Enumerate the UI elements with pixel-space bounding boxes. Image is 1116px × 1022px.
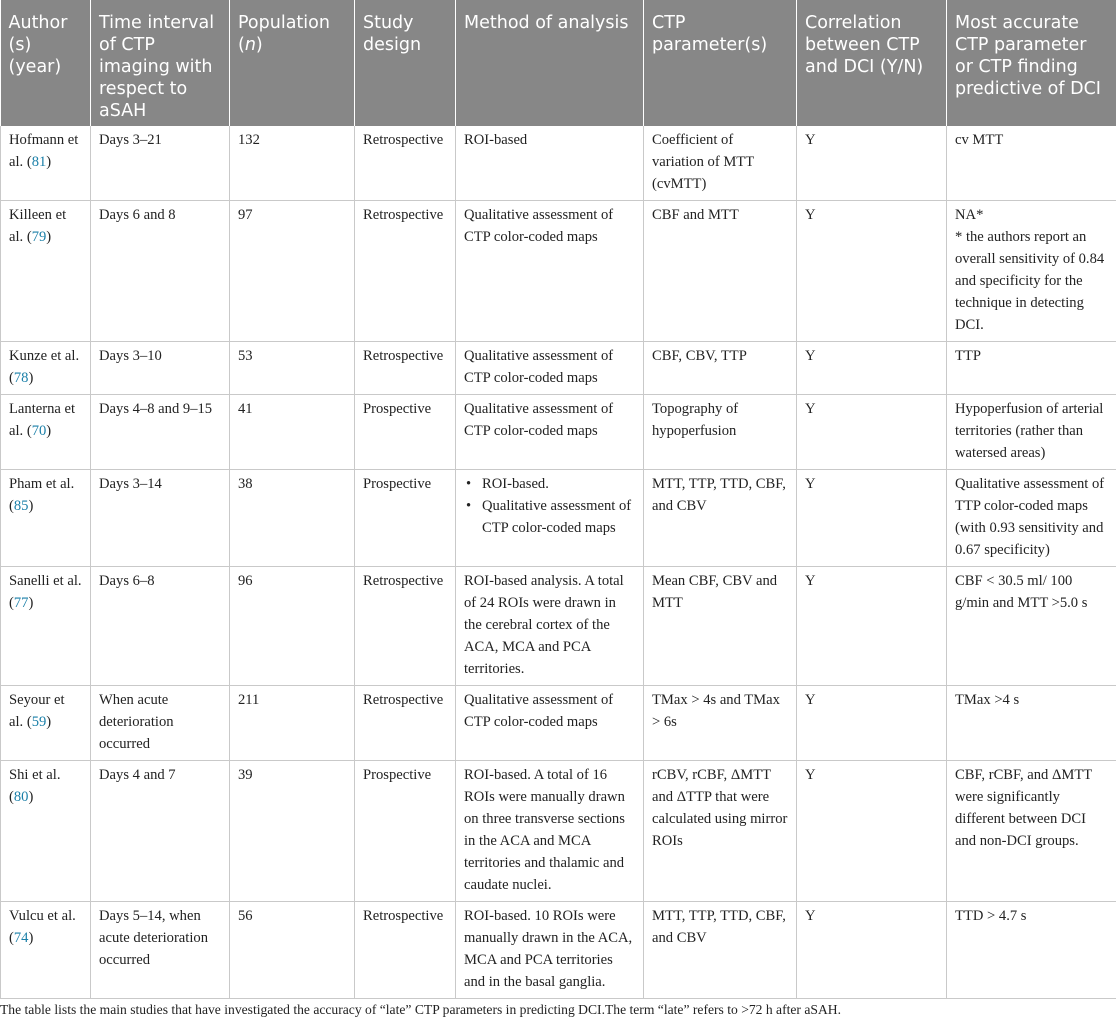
header-author: Author (s) (year) xyxy=(1,0,91,126)
method-list-item: • Qualitative assessment of CTP color-coded maps xyxy=(482,495,635,539)
cell-interval: Days 5–14, when acute deterioration occurred xyxy=(91,902,230,999)
cell-correlation: Y xyxy=(797,686,947,761)
cell-parameters: MTT, TTP, TTD, CBF, and CBV xyxy=(644,902,797,999)
reference-link: 74 xyxy=(13,930,29,946)
cell-design: Retrospective xyxy=(355,686,456,761)
table-row xyxy=(1,395,1116,470)
accurate-value: TTP xyxy=(955,348,981,364)
cell-population: 39 xyxy=(230,761,355,902)
cell-method: ROI-based xyxy=(456,126,644,201)
table-row xyxy=(1,902,1116,999)
method-list-item: • ROI-based. xyxy=(482,473,635,495)
header-method: Method of analysis xyxy=(456,0,644,126)
cell-population: 53 xyxy=(230,342,355,395)
cell-design: Prospective xyxy=(355,470,456,567)
reference-link: 81 xyxy=(31,154,47,170)
author-name: Seyour et al. xyxy=(9,692,65,730)
accurate-value: TMax >4 s xyxy=(955,692,1020,708)
author-name: Vulcu et al. xyxy=(9,908,76,924)
cell-population: 97 xyxy=(230,201,355,342)
cell-accurate xyxy=(947,902,1116,999)
cell-author: Lanterna et al. (70) xyxy=(1,395,91,470)
cell-author: Hofmann et al. (81) xyxy=(1,126,91,201)
reference-link: 77 xyxy=(13,595,29,611)
cell-accurate xyxy=(947,395,1116,470)
cell-method: Qualitative assessment of CTP color-coded maps xyxy=(456,686,644,761)
cell-method: ROI-based. 10 ROIs were manually drawn in the ACA, MCA and PCA territories and in the basal ganglia. xyxy=(456,902,644,999)
accurate-value: TTD > 4.7 s xyxy=(955,908,1027,924)
header-population-prefix: Population ( xyxy=(238,13,330,55)
cell-method: ROI-based. A total of 16 ROIs were manually drawn on three transverse sections in the ACA and MCA territories and thalamic and caudate nuclei. xyxy=(456,761,644,902)
author-name: Hofmann et al. xyxy=(9,132,79,170)
cell-parameters: Mean CBF, CBV and MTT xyxy=(644,567,797,686)
cell-method xyxy=(456,470,644,567)
cell-author: Shi et al. (80) xyxy=(1,761,91,902)
cell-correlation: Y xyxy=(797,126,947,201)
cell-population: 38 xyxy=(230,470,355,567)
author-name: Killeen et al. xyxy=(9,207,67,245)
reference-link: 85 xyxy=(13,498,29,514)
cell-design: Retrospective xyxy=(355,126,456,201)
cell-accurate xyxy=(947,686,1116,761)
cell-design: Retrospective xyxy=(355,342,456,395)
header-population-suffix: ) xyxy=(255,35,263,55)
cell-population: 132 xyxy=(230,126,355,201)
accurate-value: CBF, rCBF, and ΔMTT were significantly different between DCI and non-DCI groups. xyxy=(955,767,1092,849)
header-population-n: n xyxy=(244,35,256,55)
cell-accurate xyxy=(947,126,1116,201)
cell-author: Vulcu et al. (74) xyxy=(1,902,91,999)
accurate-note: * the authors report an overall sensitivity of 0.84 and specificity for the technique in detecting DCI. xyxy=(955,229,1105,333)
accurate-value: CBF < 30.5 ml/ 100 g/min and MTT >5.0 s xyxy=(955,573,1088,611)
reference-link: 78 xyxy=(13,370,29,386)
cell-population: 56 xyxy=(230,902,355,999)
cell-design: Prospective xyxy=(355,395,456,470)
header-accurate: Most accurate CTP parameter or CTP finding predictive of DCI xyxy=(947,0,1116,126)
cell-author: Pham et al. (85) xyxy=(1,470,91,567)
cell-parameters: rCBV, rCBF, ΔMTT and ΔTTP that were calculated using mirror ROIs xyxy=(644,761,797,902)
cell-correlation: Y xyxy=(797,470,947,567)
cell-population: 211 xyxy=(230,686,355,761)
table-row xyxy=(1,126,1116,201)
reference-link: 70 xyxy=(31,423,47,439)
reference-link: 59 xyxy=(31,714,47,730)
cell-correlation: Y xyxy=(797,567,947,686)
author-name: Sanelli et al. xyxy=(9,573,82,589)
header-interval: Time interval of CTP imaging with respect to aSAH xyxy=(91,0,230,126)
accurate-value: NA* xyxy=(955,207,984,223)
cell-design: Retrospective xyxy=(355,902,456,999)
cell-correlation: Y xyxy=(797,761,947,902)
author-name: Pham et al. xyxy=(9,476,75,492)
cell-interval: Days 4–8 and 9–15 xyxy=(91,395,230,470)
reference-link: 79 xyxy=(31,229,47,245)
cell-parameters: Topography of hypoperfusion xyxy=(644,395,797,470)
cell-accurate xyxy=(947,567,1116,686)
table-row xyxy=(1,567,1116,686)
cell-interval: Days 3–21 xyxy=(91,126,230,201)
header-parameters: CTP parameter(s) xyxy=(644,0,797,126)
cell-design: Retrospective xyxy=(355,567,456,686)
cell-method: ROI-based analysis. A total of 24 ROIs were drawn in the cerebral cortex of the ACA, MCA and PCA territories. xyxy=(456,567,644,686)
cell-correlation: Y xyxy=(797,902,947,999)
table-row xyxy=(1,342,1116,395)
cell-author: Seyour et al. (59) xyxy=(1,686,91,761)
table-footnote: The table lists the main studies that have investigated the accuracy of “late” CTP parameters in predicting DCI.The term “late” refers to >72 h after aSAH. xyxy=(0,1002,841,1017)
author-name: Kunze et al. xyxy=(9,348,80,364)
cell-design: Prospective xyxy=(355,761,456,902)
author-name: Lanterna et al. xyxy=(9,401,76,439)
cell-accurate xyxy=(947,342,1116,395)
table-row xyxy=(1,761,1116,902)
cell-interval: Days 3–14 xyxy=(91,470,230,567)
table-row xyxy=(1,686,1116,761)
cell-interval: When acute deterioration occurred xyxy=(91,686,230,761)
cell-accurate xyxy=(947,470,1116,567)
cell-interval: Days 4 and 7 xyxy=(91,761,230,902)
cell-design: Retrospective xyxy=(355,201,456,342)
cell-parameters: CBF, CBV, TTP xyxy=(644,342,797,395)
cell-correlation: Y xyxy=(797,395,947,470)
cell-author: Kunze et al. (78) xyxy=(1,342,91,395)
cell-parameters: TMax > 4s and TMax > 6s xyxy=(644,686,797,761)
cell-population: 96 xyxy=(230,567,355,686)
cell-author: Killeen et al. (79) xyxy=(1,201,91,342)
method-list xyxy=(464,473,635,539)
author-name: Shi et al. xyxy=(9,767,61,783)
cell-correlation: Y xyxy=(797,342,947,395)
cell-method: Qualitative assessment of CTP color-coded maps xyxy=(456,201,644,342)
header-correlation: Correlation between CTP and DCI (Y/N) xyxy=(797,0,947,126)
reference-link: 80 xyxy=(13,789,29,805)
cell-population: 41 xyxy=(230,395,355,470)
cell-accurate xyxy=(947,201,1116,342)
cell-interval: Days 6 and 8 xyxy=(91,201,230,342)
table-header-row xyxy=(1,0,1116,126)
accurate-value: Hypoperfusion of arterial territories (rather than watersed areas) xyxy=(955,401,1104,461)
cell-parameters: CBF and MTT xyxy=(644,201,797,342)
cell-parameters: Coefficient of variation of MTT (cvMTT) xyxy=(644,126,797,201)
header-design: Study design xyxy=(355,0,456,126)
table-row xyxy=(1,201,1116,342)
accurate-value: Qualitative assessment of TTP color-coded maps (with 0.93 sensitivity and 0.67 specificity) xyxy=(955,476,1105,558)
cell-method: Qualitative assessment of CTP color-coded maps xyxy=(456,342,644,395)
cell-author: Sanelli et al. (77) xyxy=(1,567,91,686)
accurate-value: cv MTT xyxy=(955,132,1004,148)
cell-correlation: Y xyxy=(797,201,947,342)
cell-parameters: MTT, TTP, TTD, CBF, and CBV xyxy=(644,470,797,567)
cell-interval: Days 3–10 xyxy=(91,342,230,395)
cell-method: Qualitative assessment of CTP color-coded maps xyxy=(456,395,644,470)
header-population xyxy=(230,0,355,126)
cell-accurate xyxy=(947,761,1116,902)
cell-interval: Days 6–8 xyxy=(91,567,230,686)
table-row xyxy=(1,470,1116,567)
